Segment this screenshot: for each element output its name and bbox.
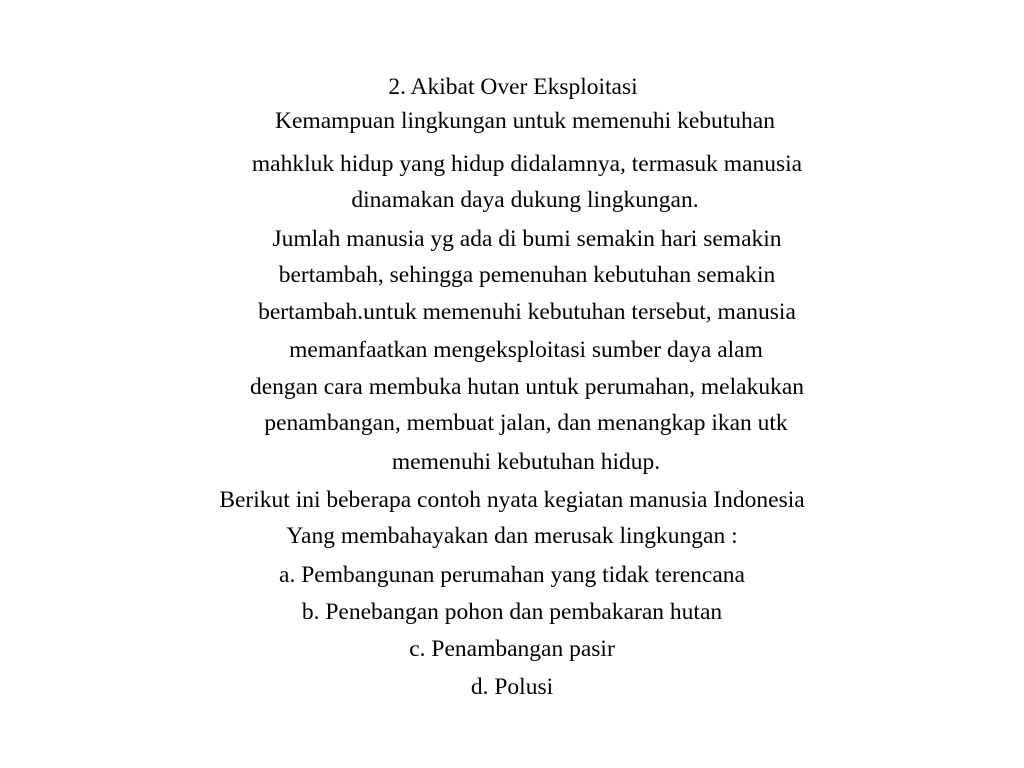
paragraph1-line-1: Kemampuan lingkungan untuk memenuhi kebutuhan (275, 108, 775, 134)
paragraph2-line-2: bertambah, sehingga pemenuhan kebutuhan semakin (278, 262, 776, 288)
paragraph1-line-2: mahkluk hidup yang hidup didalamnya, termasuk manusia (251, 151, 803, 177)
paragraph2-line-4: memanfaatkan mengeksploitasi sumber daya alam (289, 337, 763, 363)
paragraph1-line-3: dinamakan daya dukung lingkungan. (351, 187, 699, 213)
list-item-a: a. Pembangunan perumahan yang tidak terencana (279, 562, 745, 588)
list-item-c: c. Penambangan pasir (409, 636, 615, 662)
paragraph2-line-7: memenuhi kebutuhan hidup. (391, 449, 661, 475)
list-item-d: d. Polusi (470, 674, 554, 700)
paragraph2-line-3: bertambah.untuk memenuhi kebutuhan tersebut, manusia (258, 299, 796, 325)
paragraph2-line-1: Jumlah manusia yg ada di bumi semakin hari semakin (272, 226, 782, 252)
paragraph2-line-6: penambangan, membuat jalan, dan menangkap ikan utk (264, 410, 788, 436)
list-item-b: b. Penebangan pohon dan pembakaran hutan (301, 599, 723, 625)
slide-heading: 2. Akibat Over Eksploitasi (388, 74, 638, 100)
paragraph2-line-5: dengan cara membuka hutan untuk perumahan, melakukan (249, 374, 805, 400)
intro-line-2: Yang membahayakan dan merusak lingkungan : (286, 523, 738, 549)
intro-line-1: Berikut ini beberapa contoh nyata kegiatan manusia Indonesia (219, 487, 805, 513)
